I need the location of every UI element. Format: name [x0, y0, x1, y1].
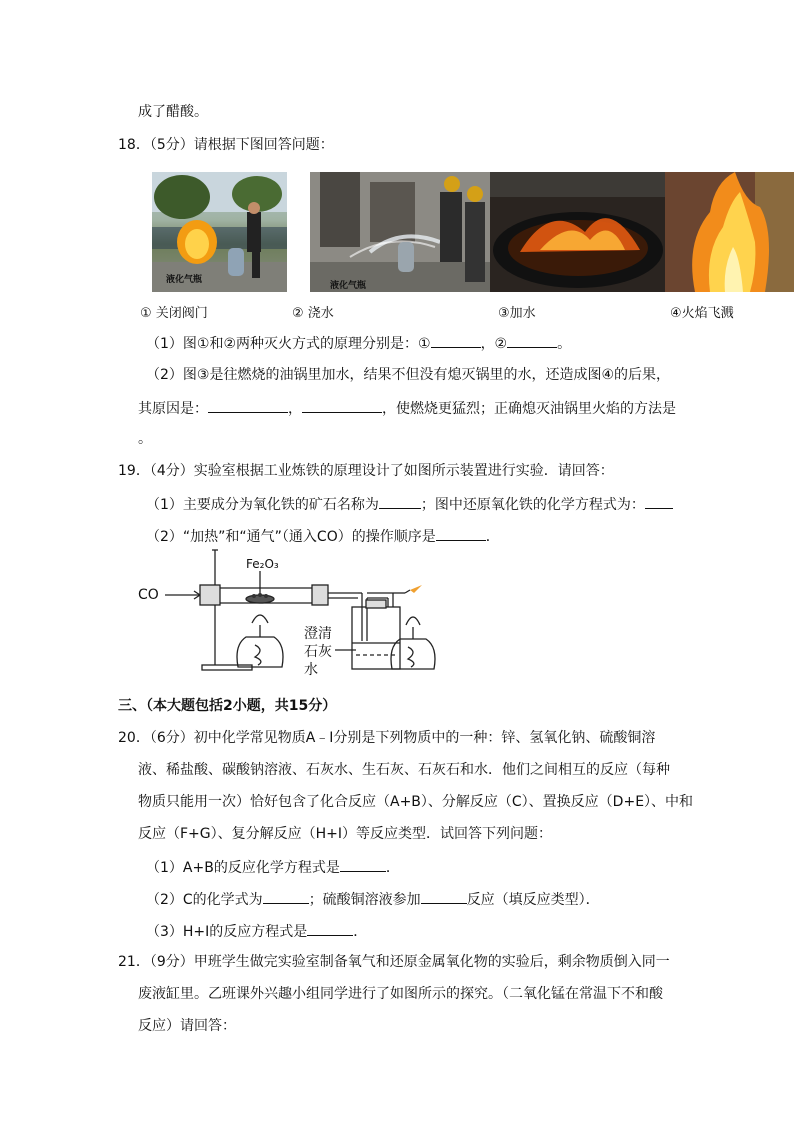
q20-sub3-pre: （3）H+I的反应方程式是: [146, 924, 308, 940]
q18-sub2-post: ，使燃烧更猛烈；正确熄灭油锅里火焰的方法是: [382, 401, 676, 417]
q20-sub1: [146, 857, 400, 877]
q18-sub2-line2: [138, 398, 676, 418]
answer-blank[interactable]: [208, 398, 288, 413]
q19-sub2: [146, 526, 500, 546]
q21-line3: 反应）请回答：: [138, 1018, 236, 1034]
answer-blank[interactable]: [507, 333, 557, 348]
q18-sub1-text: （1）图①和②两种灭火方式的原理分别是：①: [146, 336, 431, 352]
photo-adding-water-scene: [490, 172, 665, 292]
q21-line1: 21．（9分）甲班学生做完实验室制备氧气和还原金属氧化物的实验后，剩余物质倒入同一: [118, 954, 670, 970]
photo-flames: [665, 172, 794, 292]
answer-blank[interactable]: [340, 857, 386, 872]
section-3-heading: 三、（本大题包括2小题，共15分）: [118, 698, 337, 714]
q20-line1: 20．（6分）初中化学常见物质A﹣I分别是下列物质中的一种：锌、氢氧化钠、硫酸铜溶: [118, 730, 656, 746]
q19-sub1: [146, 494, 673, 514]
q20-line4: 反应（F+G）、复分解反应（H+I）等反应类型．试回答下列问题：: [138, 826, 553, 842]
answer-blank[interactable]: [436, 526, 486, 541]
q20-sub3-post: ．: [353, 924, 368, 940]
q18-sub1-mid: ，②: [480, 336, 508, 352]
q20-sub2-mid: ；硫酸铜溶液参加: [308, 892, 421, 908]
photo-flames-scene: [665, 172, 794, 292]
q20-line3: 物质只能用一次）恰好包含了化合反应（A+B）、分解反应（C）、置换反应（D+E）、中和: [138, 794, 694, 810]
answer-blank[interactable]: [431, 333, 481, 348]
q18-sub1-end: 。: [557, 336, 572, 352]
co-label: CO: [138, 587, 159, 603]
answer-blank[interactable]: [307, 921, 353, 936]
photo-pouring-water-scene: [310, 172, 490, 292]
q19-stem: 19．（4分）实验室根据工业炼铁的原理设计了如图所示装置进行实验．请回答：: [118, 463, 614, 479]
limewater-label-1: 澄清: [304, 626, 332, 642]
q20-sub2: [146, 889, 600, 909]
q18-sub2-pre: 其原因是：: [138, 401, 208, 417]
q20-sub1-post: ．: [385, 860, 400, 876]
photo-pouring-water: [310, 172, 490, 292]
q20-sub1-pre: （1）A+B的反应化学方程式是: [146, 860, 340, 876]
apparatus-diagram: [130, 545, 450, 690]
q19-sub2-pre: （2）“加热”和“通气”（通入CO）的操作顺序是: [146, 529, 436, 545]
q18-sub2-mid: ，: [288, 401, 302, 417]
continued-text: 成了醋酸。: [138, 104, 208, 120]
q20-sub2-pre: （2）C的化学式为: [146, 892, 263, 908]
q21-line2: 废液缸里。乙班课外兴趣小组同学进行了如图所示的探究。（二氧化锰在常温下不和酸: [138, 986, 663, 1002]
caption-4: ④火焰飞溅: [670, 306, 734, 321]
fe2o3-label: Fe₂O₃: [246, 557, 279, 571]
apparatus-drawing: [130, 545, 450, 690]
limewater-label-2: 石灰: [304, 644, 332, 660]
answer-blank[interactable]: [645, 494, 673, 509]
caption-1: ① 关闭阀门: [140, 306, 208, 321]
q19-sub1-pre: （1）主要成分为氧化铁的矿石名称为: [146, 497, 379, 513]
q18-sub2-line1: （2）图③是往燃烧的油锅里加水，结果不但没有熄灭锅里的水，还造成图④的后果，: [146, 367, 671, 383]
answer-blank[interactable]: [379, 494, 421, 509]
photo-label-gas-tank-2: 液化气瓶: [330, 281, 367, 291]
caption-3: ③加水: [498, 306, 536, 321]
q20-sub3: [146, 921, 367, 941]
q18-sub2-line3: 。: [138, 431, 152, 447]
caption-2: ② 浇水: [292, 306, 334, 321]
photo-label-gas-tank-1: 液化气瓶: [166, 275, 203, 285]
q20-sub2-post: 反应（填反应类型）．: [466, 892, 600, 908]
q18-stem: 18．（5分）请根据下图回答问题：: [118, 137, 334, 153]
q18-sub1: [146, 333, 571, 353]
answer-blank[interactable]: [421, 889, 467, 904]
answer-blank[interactable]: [263, 889, 309, 904]
limewater-label-3: 水: [304, 662, 318, 678]
photo-adding-water: [490, 172, 665, 292]
answer-blank[interactable]: [302, 398, 382, 413]
q19-sub1-post: ；图中还原氧化铁的化学方程式为：: [420, 497, 645, 513]
photo-closing-valve: [152, 172, 287, 292]
q20-line2: 液、稀盐酸、碳酸钠溶液、石灰水、生石灰、石灰石和水．他们之间相互的反应（每种: [138, 762, 670, 778]
q19-sub2-post: ．: [485, 529, 500, 545]
limewater-label: [304, 625, 332, 679]
